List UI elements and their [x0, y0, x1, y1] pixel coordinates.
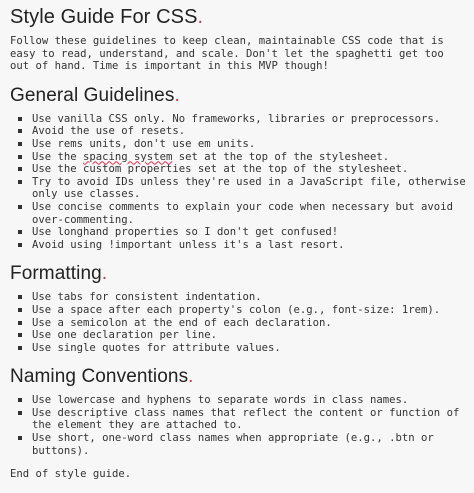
- list-item: Use tabs for consistent indentation.: [30, 291, 466, 304]
- page-title-text: Style Guide For CSS: [10, 6, 198, 28]
- general-guidelines-list: [10, 113, 466, 252]
- naming-conventions-list: [10, 394, 466, 457]
- list-item: Use short, one-word class names when appropriate (e.g., .btn or buttons).: [30, 432, 466, 457]
- page-title: [10, 5, 466, 29]
- list-item: [30, 151, 466, 164]
- section-heading-text: Naming Conventions: [10, 366, 189, 388]
- end-note: End of style guide.: [10, 468, 132, 481]
- section-heading-general-guidelines: [10, 85, 466, 107]
- list-item: Use the custom properties set at the top of the stylesheet.: [30, 163, 466, 176]
- list-item: Use vanilla CSS only. No frameworks, libraries or preprocessors.: [30, 113, 466, 126]
- list-item: Use lowercase and hyphens to separate words in class names.: [30, 394, 466, 407]
- formatting-list: [10, 291, 466, 354]
- list-item: Use a space after each property's colon (e.g., font-size: 1rem).: [30, 304, 466, 317]
- list-item: Avoid using !important unless it's a last resort.: [30, 239, 466, 252]
- list-item: Use longhand properties so I don't get confused!: [30, 226, 466, 239]
- title-accent-dot: .: [197, 6, 204, 28]
- list-item: Try to avoid IDs unless they're used in a JavaScript file, otherwise only use classes.: [32, 175, 466, 201]
- section-accent-dot: .: [174, 84, 180, 106]
- list-item: Use single quotes for attribute values.: [30, 342, 466, 355]
- section-heading-text: General Guidelines: [10, 84, 175, 106]
- section-heading-naming-conventions: [10, 366, 466, 388]
- spell-check-underlined-text: spacing system: [83, 150, 173, 163]
- list-item: Use descriptive class names that reflect the content or function of the element they are attached to.: [30, 407, 466, 432]
- list-item: Use concise comments to explain your code when necessary but avoid over-commenting.: [30, 201, 466, 226]
- section-heading-formatting: [10, 263, 466, 285]
- list-item-text-before: Use the: [32, 150, 84, 163]
- list-item: Avoid the use of resets.: [30, 125, 466, 138]
- intro-paragraph: Follow these guidelines to keep clean, maintainable CSS code that is easy to read, understand, and scale. Don't let the spaghetti get too out of hand. Time is important in this MVP though!: [10, 35, 444, 73]
- list-item: Use one declaration per line.: [30, 329, 466, 342]
- list-item-text-after: set at the top of the stylesheet.: [172, 150, 390, 163]
- section-accent-dot: .: [188, 366, 194, 388]
- section-heading-text: Formatting: [10, 263, 102, 285]
- list-item: Use rems units, don't use em units.: [30, 138, 466, 151]
- list-item: Use a semicolon at the end of each declaration.: [30, 317, 466, 330]
- section-accent-dot: .: [101, 263, 108, 285]
